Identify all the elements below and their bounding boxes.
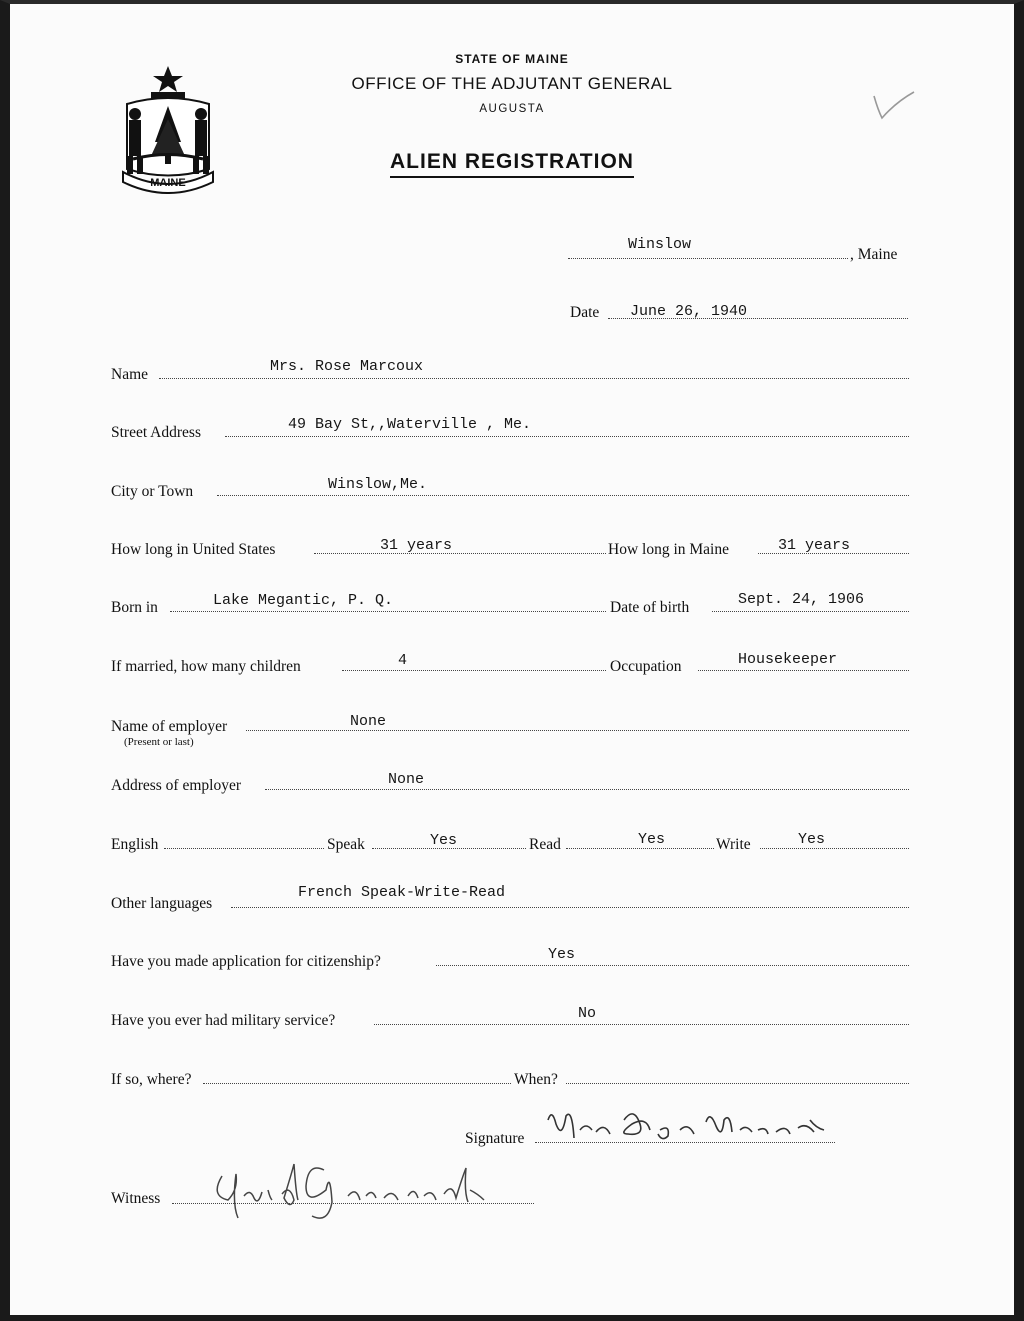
read-label: Read <box>529 836 561 853</box>
street-label: Street Address <box>111 424 201 441</box>
employer-address-value: None <box>388 771 425 788</box>
military-line <box>374 1024 909 1025</box>
form-title-text: ALIEN REGISTRATION <box>390 150 634 178</box>
witness-line <box>172 1203 534 1204</box>
born-in-line <box>170 611 606 612</box>
check-mark-icon <box>868 88 918 123</box>
born-in-label: Born in <box>111 599 158 616</box>
form-title <box>0 150 1024 174</box>
occupation-label: Occupation <box>610 658 682 675</box>
citizenship-line <box>436 965 909 966</box>
born-in-value: Lake Megantic, P. Q. <box>213 592 394 609</box>
dob-line <box>712 611 909 612</box>
children-line <box>342 670 606 671</box>
witness-label: Witness <box>111 1190 161 1207</box>
signature-line <box>535 1142 835 1143</box>
seal-banner-text: MAINE <box>150 177 186 189</box>
military-label: Have you ever had military service? <box>111 1012 336 1029</box>
date-label: Date <box>570 304 600 321</box>
years-maine-label: How long in Maine <box>608 541 729 558</box>
when-line <box>566 1083 909 1084</box>
town-line <box>568 258 848 259</box>
read-line <box>566 848 714 849</box>
employer-label: Name of employer <box>111 718 228 735</box>
street-value: 49 Bay St,,Waterville , Me. <box>288 416 532 433</box>
city-line <box>217 495 909 496</box>
children-label: If married, how many children <box>111 658 301 675</box>
dob-label: Date of birth <box>610 599 690 616</box>
maine-label: , Maine <box>850 246 898 263</box>
years-us-line <box>314 553 606 554</box>
years-maine-value: 31 years <box>778 537 851 554</box>
employer-line <box>246 730 909 731</box>
occupation-line <box>698 670 909 671</box>
years-us-value: 31 years <box>380 537 453 554</box>
employer-address-line <box>265 789 909 790</box>
children-value: 4 <box>398 652 408 669</box>
street-line <box>225 436 909 437</box>
name-line <box>159 378 909 379</box>
city-value: Winslow,Me. <box>328 476 428 493</box>
read-value: Yes <box>638 831 666 848</box>
where-label: If so, where? <box>111 1071 192 1088</box>
english-line <box>164 848 324 849</box>
write-value: Yes <box>798 831 826 848</box>
military-value: No <box>578 1005 597 1022</box>
name-value: Mrs. Rose Marcoux <box>270 358 424 375</box>
other-languages-label: Other languages <box>111 895 213 912</box>
citizenship-value: Yes <box>548 946 576 963</box>
city-heading: AUGUSTA <box>479 103 545 115</box>
employer-value: None <box>350 713 387 730</box>
citizenship-label: Have you made application for citizenship? <box>111 953 381 970</box>
english-label: English <box>111 836 159 853</box>
state-heading: STATE OF MAINE <box>455 52 569 66</box>
write-label: Write <box>716 836 751 853</box>
years-us-label: How long in United States <box>111 541 276 558</box>
other-languages-value: French Speak-Write-Read <box>298 884 506 901</box>
speak-value: Yes <box>430 832 458 849</box>
city-label: City or Town <box>111 483 194 500</box>
town-value: Winslow <box>628 236 692 253</box>
office-heading: OFFICE OF THE ADJUTANT GENERAL <box>351 74 673 93</box>
date-value: June 26, 1940 <box>630 303 748 320</box>
employer-address-label: Address of employer <box>111 777 241 794</box>
where-line <box>203 1083 511 1084</box>
employer-note: (Present or last) <box>124 736 194 748</box>
signature-label: Signature <box>465 1130 525 1147</box>
name-label: Name <box>111 366 149 383</box>
dob-value: Sept. 24, 1906 <box>738 591 865 608</box>
write-line <box>760 848 909 849</box>
occupation-value: Housekeeper <box>738 651 838 668</box>
when-label: When? <box>514 1071 558 1088</box>
speak-label: Speak <box>327 836 365 853</box>
other-languages-line <box>231 907 909 908</box>
